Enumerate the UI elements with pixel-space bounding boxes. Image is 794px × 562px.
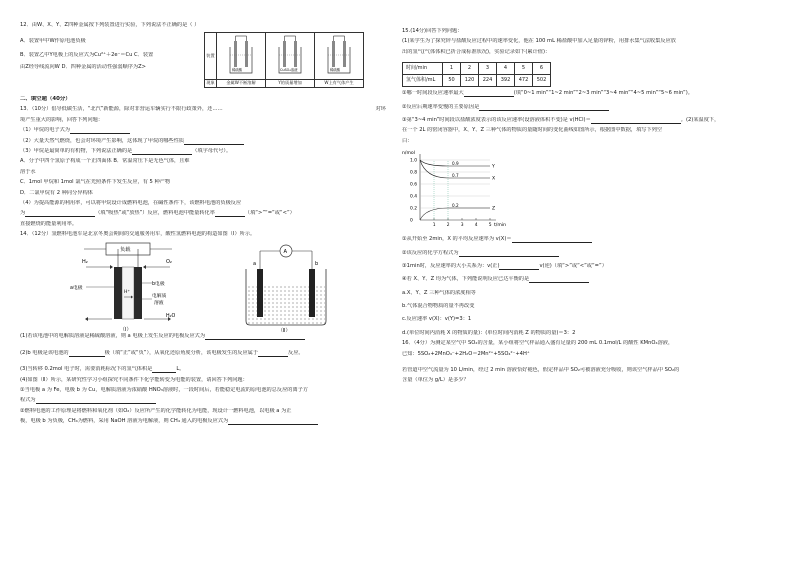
q12-table-phenomenon-jia: 金属W不断溶解 — [217, 79, 266, 87]
svg-text:H₂: H₂ — [82, 259, 88, 266]
chart-xlabel: t/min — [494, 223, 507, 229]
q15-line-2: (1)某学生为了探究锌与盐酸反应过程中的速率变化，他在 100 mL 稀盐酸中加入足量的锌粉，用排水集气法收集反应放 — [402, 38, 676, 45]
table-cell: 224 — [479, 75, 497, 87]
q15-line-5: ②反应后期速率变慢的主要原因是 — [402, 104, 774, 114]
q12-option-b: B．装置乙中Y电极上的反应式为Cu²⁺＋2e⁻＝Cu C．装置 — [20, 52, 154, 58]
table-cell: 1 — [443, 63, 461, 75]
chart-annotation: 0.2 — [452, 203, 459, 209]
chart-y-tick-label: 0.6 — [410, 182, 417, 188]
q15-line-3: 出的氢气(气体体积已折合成标准状况)，实验记录如下(累计值)： — [402, 48, 551, 55]
q12-table-phenomenon-yi: Y的质量增加 — [266, 79, 315, 87]
q14-line-8: 极，电极 b 为负极，CH₄为燃料，采用 NaOH 溶液为电解液，则 CH₄ 通入的电极反应式为 — [20, 418, 392, 428]
q12-option-b-cont: 由Z经导线流向W D．四种金属的活动性强弱顺序为Z> — [20, 64, 146, 70]
section-2-heading: 二、填空题（40分） — [20, 96, 71, 102]
chart-x-tick-label: 3 — [460, 223, 464, 229]
q12-block — [20, 22, 392, 96]
beaker-jia-icon — [218, 33, 264, 77]
chart-annotation: 0.7 — [452, 173, 459, 179]
svg-text:稀硫酸: 稀硫酸 — [330, 68, 341, 72]
q12-observation-table — [204, 32, 364, 88]
q12-apparatus-bing — [315, 33, 364, 80]
table-cell: 502 — [533, 75, 551, 87]
q14-line-2: (2)b 电极是该电池的 极（填“正”或“负”），从氧化还原角度分析，该电极发生的反应属于 反应。 — [20, 349, 304, 356]
q12-apparatus-yi — [266, 33, 315, 80]
answer-blank[interactable] — [215, 211, 245, 217]
answer-blank[interactable] — [529, 277, 589, 283]
q13-line-1: 13．（10分）倡导低碳生活，“北汽”新能源，除对非营运车辆实行不限行政策外，还…… 对环 — [20, 106, 386, 113]
q15b-line-1: ①从开始至 2min，X 的平均反应速率为 v(X)＝ — [402, 236, 774, 246]
table-header-volume: 氢气体积/mL — [403, 75, 443, 87]
answer-blank[interactable] — [184, 139, 244, 145]
answer-blank[interactable] — [25, 211, 95, 217]
svg-text:H₂O: H₂O — [166, 314, 176, 320]
svg-text:O₂: O₂ — [166, 259, 172, 266]
q13-line-7: 溶于水 — [20, 168, 36, 175]
q13-line-2: 境产生重大的影响，回答下列问题： — [20, 116, 104, 123]
q14-line-7: ②燃料电池的工作原理是将燃料和氧化剂（如O₂）反应所产生的化学能转化为电能，现设计一燃料电池，以电极 a 为正 — [20, 407, 292, 414]
q14-stem: 14．（12分）氢燃料电池车是北京冬奥会期间的交通服务用车，酸性氢燃料电池的构造如图（Ⅰ）所示。 — [20, 231, 256, 238]
q13-line-11: 为 （填“吸热”或“放热”）反应，燃料电池中能量转化率 （填“>”“=”或“<”） — [20, 210, 295, 217]
chart-y-tick-label: 1.0 — [410, 158, 417, 164]
answer-blank[interactable] — [132, 149, 192, 155]
chart-series-X-label: X — [492, 176, 496, 182]
chart-series-Z-line — [420, 208, 490, 220]
table-cell: 50 — [443, 75, 461, 87]
q15b-option-a: a.X、Y、Z 三种气体的浓度相等 — [402, 289, 476, 296]
q14-line-5: ①当电极 a 为 Fe，电极 b 为 Cu，电解质溶液为浓硝酸 HNO₃溶液时，一段时间后，若能稳定电流的原电池的总反应的离子方 — [20, 387, 309, 394]
svg-text:（Ⅰ）: （Ⅰ） — [120, 327, 132, 334]
svg-text:b: b — [315, 261, 319, 268]
answer-blank[interactable] — [70, 128, 130, 134]
answer-blank[interactable] — [205, 334, 305, 340]
beaker-yi-icon — [267, 33, 313, 77]
q15b-option-d: d.(单位时间内消耗 X 的物质的量)：(单位时间内消耗 Z 的物质的量)＝3：2 — [402, 329, 576, 336]
answer-blank[interactable] — [36, 398, 156, 404]
q14-line-6: 程式为 — [20, 397, 392, 407]
q13-line-8: C．1mol 甲烷和 1mol 氯气在光照条件下发生反应，有 5 种产物 — [20, 179, 171, 186]
q15-line-1: 15.(14分)回答下列问题： — [402, 28, 463, 34]
q14-line-1: (1)若该电池中的电解质溶液是稀硫酸溶液，则 a 电极上发生反应的电极反应式为 — [20, 333, 392, 343]
table-cell: 4 — [497, 63, 515, 75]
q15b-line-3: ③1min时，反应速率的大小关系为：v(正) v(逆)（填“>”或“<”或“=”） — [402, 262, 607, 269]
answer-blank[interactable] — [464, 91, 514, 97]
svg-text:负载: 负载 — [120, 247, 131, 254]
chart-y-tick-label: 0.8 — [410, 170, 417, 176]
answer-blank[interactable] — [591, 118, 681, 124]
q16-line-1: 16．（4分）为测定某空气中 SO₂的含量，某小组将空气样品通入盛有足量的 200 mL 0.1mol/L 的酸性 KMnO₄溶液， — [402, 340, 674, 347]
table-cell: 392 — [497, 75, 515, 87]
chart-x-tick-label: 4 — [474, 223, 478, 229]
q16-line-4: 含量（单位为 g/L）是多少？ — [402, 377, 469, 384]
answer-blank[interactable] — [499, 264, 539, 270]
q14-figures — [20, 241, 392, 333]
answer-blank[interactable] — [479, 105, 609, 111]
answer-blank[interactable] — [228, 419, 318, 425]
table-cell: 3 — [479, 63, 497, 75]
q12-table-phenomenon-bing: W上有气体产生 — [315, 79, 364, 87]
svg-text:a: a — [253, 261, 257, 268]
table-cell: 120 — [461, 75, 479, 87]
svg-text:b电极: b电极 — [152, 282, 165, 288]
table-cell: 2 — [461, 63, 479, 75]
q15-line-7: 在一个 2L 的密闭容器中，X、Y、Z 三种气体的物质的量随时间的变化曲线如图所示，根据图中数据，填写下列空 — [402, 127, 663, 134]
q12-stem: 12．由W、X、Y、Z四种金属按下列装置进行实验，下列说法不正确的是（ ） — [20, 22, 200, 28]
q13-line-9: D．二氯甲烷有 2 种同分异构体 — [20, 189, 93, 196]
q12-table-phenomenon-label: 现象 — [206, 80, 215, 86]
chart-y-tick-label: 0.4 — [410, 194, 417, 200]
q13-line-3: （1）甲烷的电子式为 — [20, 127, 392, 137]
q13-block — [20, 106, 392, 241]
q15b-option-c: c.反应速率 v(X)：v(Y)=3：1 — [402, 316, 472, 323]
svg-text:（Ⅱ）: （Ⅱ） — [278, 328, 291, 334]
chart-y-tick-label: 0 — [410, 218, 413, 224]
chart-ylabel: n/mol — [402, 151, 416, 157]
chart-x-tick-label: 2 — [446, 223, 450, 229]
q15-line-6: ③第“3~4 min”时间段以盐酸浓度表示的该反应速率(设溶液体积不变)是 v(HCl)＝ 。(2)某温度下， — [402, 116, 720, 123]
left-column — [20, 22, 392, 429]
table-cell: 472 — [515, 75, 533, 87]
fuel-cell-diagram — [20, 241, 392, 333]
answer-blank[interactable] — [459, 251, 559, 257]
svg-text:H⁺: H⁺ — [124, 290, 130, 296]
q12-option-a: A．装置甲中W作原电池负极 — [20, 38, 86, 44]
q15-line-8: 白： — [402, 137, 413, 144]
right-column — [402, 28, 774, 388]
svg-text:稀硫酸: 稀硫酸 — [232, 68, 243, 72]
q15b-option-b: b.气体混合物物质的量不再改变 — [402, 303, 475, 310]
chart-series-Y-label: Y — [492, 164, 495, 170]
zinc-hcl-data-table — [402, 62, 551, 87]
q14-line-4: (4)如图（Ⅱ）所示，某研究性学习小组探究不同条件下化学能转变为电能的装置，请回答下列问题： — [20, 376, 248, 383]
answer-blank[interactable] — [512, 237, 592, 243]
q15-line-4: ①哪一时间段反应速率最大 (填“0~1 min”“1~2 min”“2~3 min”“3~4 min”“4~5 min”“5~6 min”)。 — [402, 90, 693, 97]
mole-time-chart — [402, 148, 512, 234]
chart-svg — [402, 148, 512, 234]
answer-blank[interactable] — [69, 351, 105, 357]
svg-text:溶液: 溶液 — [154, 301, 164, 307]
chart-annotation: 0.9 — [452, 161, 459, 167]
answer-blank[interactable] — [152, 367, 176, 373]
q13-line-5: （3）甲烷是最简单的有机物，下列说法正确的是 （填字母代号）。 — [20, 147, 232, 154]
q12-apparatus-jia — [217, 33, 266, 80]
q13-line-12: 直接燃烧的能量利用率。 — [20, 220, 78, 227]
chart-series-Z-label: Z — [492, 206, 496, 212]
svg-text:电解质: 电解质 — [152, 294, 167, 300]
svg-text:a电极: a电极 — [70, 286, 83, 292]
answer-blank[interactable] — [258, 351, 288, 357]
q15b-line-2: ②该反应的化学方程式为 — [402, 250, 774, 260]
q14-subquestions — [20, 333, 392, 428]
q13-line-6: A．分子中四个氢原子构成一个正四面体 B．常温常压下是无色气体，且难 — [20, 158, 190, 165]
q16-line-3: 若管道中空气流量为 10 L/min，经过 2 min 溶液恰好褪色，假定样品中 SO₂可被溶液充分吸收，则该空气样品中 SO₂的 — [402, 367, 680, 374]
chart-x-tick-label: 1 — [432, 223, 436, 229]
chart-y-tick-label: 0.2 — [410, 206, 417, 212]
table-header-time: 时间/min — [403, 63, 443, 75]
q12-table-device-label: 装置 — [205, 33, 217, 80]
q13-line-10: （4）为提高能源的利用率，可以将甲烷设计成燃料电池，在碱性条件下，该燃料电池的负极反应 — [20, 199, 242, 206]
q14-line-3: (3)当转移 0.2mol 电子时，需要消耗标况下的氢气体积是 L。 — [20, 366, 185, 373]
q16-line-2: 已知：5SO₂+2MnO₄⁻+2H₂O＝2Mn²⁺+5SO₄²⁻+4H⁺ — [402, 350, 530, 357]
beaker-bing-icon — [316, 33, 362, 77]
q13-line-4: （2）大量天然气燃烧，也会对环境产生影响，这体现了甲烷的哪些性质 — [20, 138, 392, 148]
svg-text:CuSO₄溶液: CuSO₄溶液 — [280, 68, 298, 72]
svg-text:A: A — [283, 249, 288, 256]
q15b-line-4: ④若 X、Y、Z 均为气体，下列能说明反应已达平衡的是 — [402, 276, 774, 286]
chart-x-tick-label: 5 — [488, 223, 492, 229]
table-cell: 5 — [515, 63, 533, 75]
table-cell: 6 — [533, 63, 551, 75]
